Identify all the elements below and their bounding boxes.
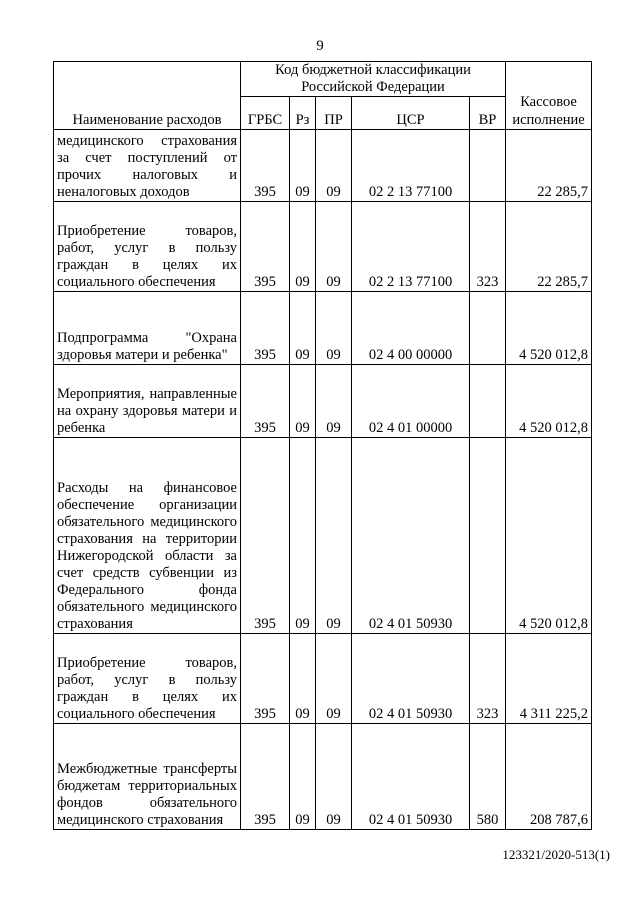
row-csr: 02 2 13 77100 xyxy=(352,130,470,202)
header-rz: Рз xyxy=(290,97,316,130)
row-rz: 09 xyxy=(290,130,316,202)
row-csr: 02 4 01 50930 xyxy=(352,438,470,634)
document-code: 123321/2020-513(1) xyxy=(502,847,610,862)
row-amount: 208 787,6 xyxy=(506,724,592,830)
row-rz: 09 xyxy=(290,202,316,292)
row-name: Межбюджетные трансферты бюджетам территориальных фондов обязательного медицинского страхования xyxy=(54,724,241,830)
row-pr: 09 xyxy=(316,292,352,365)
page-number: 9 xyxy=(316,38,324,54)
row-amount: 4 520 012,8 xyxy=(506,365,592,438)
row-rz: 09 xyxy=(290,292,316,365)
row-vr: 580 xyxy=(470,724,506,830)
table-row xyxy=(54,365,592,438)
header-pr: ПР xyxy=(316,97,352,130)
row-grbs: 395 xyxy=(241,724,290,830)
row-rz: 09 xyxy=(290,438,316,634)
row-amount: 22 285,7 xyxy=(506,202,592,292)
row-csr: 02 4 01 00000 xyxy=(352,365,470,438)
row-rz: 09 xyxy=(290,724,316,830)
row-name: медицинского страхования за счет поступлений от прочих налоговых и неналоговых доходов xyxy=(54,130,241,202)
header-code-group: Код бюджетной классификации Российской Федерации xyxy=(241,62,506,97)
table-row xyxy=(54,202,592,292)
row-name: Приобретение товаров, работ, услуг в пользу граждан в целях их социального обеспечения xyxy=(54,634,241,724)
row-grbs: 395 xyxy=(241,365,290,438)
header-grbs: ГРБС xyxy=(241,97,290,130)
row-vr: 323 xyxy=(470,202,506,292)
row-csr: 02 4 01 50930 xyxy=(352,634,470,724)
row-vr xyxy=(470,438,506,634)
row-grbs: 395 xyxy=(241,634,290,724)
row-amount: 22 285,7 xyxy=(506,130,592,202)
row-name: Расходы на финансовое обеспечение организации обязательного медицинского страхования на территории Нижегородской области за счет средств субвенции из Федерального фонда обязательного медицинского страхования xyxy=(54,438,241,634)
row-amount: 4 520 012,8 xyxy=(506,438,592,634)
row-csr: 02 2 13 77100 xyxy=(352,202,470,292)
row-rz: 09 xyxy=(290,365,316,438)
row-csr: 02 4 00 00000 xyxy=(352,292,470,365)
row-pr: 09 xyxy=(316,130,352,202)
budget-table xyxy=(53,61,592,830)
row-pr: 09 xyxy=(316,438,352,634)
row-name: Подпрограмма "Охрана здоровья матери и ребенка" xyxy=(54,292,241,365)
row-grbs: 395 xyxy=(241,130,290,202)
table-row xyxy=(54,130,592,202)
header-kassovoe: Кассовое исполнение xyxy=(506,62,592,130)
row-vr: 323 xyxy=(470,634,506,724)
table-row xyxy=(54,438,592,634)
table-row xyxy=(54,292,592,365)
row-pr: 09 xyxy=(316,202,352,292)
header-name: Наименование расходов xyxy=(54,62,241,130)
row-name: Приобретение товаров, работ, услуг в пользу граждан в целях их социального обеспечения xyxy=(54,202,241,292)
row-vr xyxy=(470,292,506,365)
row-pr: 09 xyxy=(316,634,352,724)
row-vr xyxy=(470,130,506,202)
table-row xyxy=(54,724,592,830)
table-row xyxy=(54,634,592,724)
row-grbs: 395 xyxy=(241,202,290,292)
header-vr: ВР xyxy=(470,97,506,130)
row-pr: 09 xyxy=(316,365,352,438)
row-grbs: 395 xyxy=(241,292,290,365)
header-csr: ЦСР xyxy=(352,97,470,130)
row-amount: 4 520 012,8 xyxy=(506,292,592,365)
row-amount: 4 311 225,2 xyxy=(506,634,592,724)
row-csr: 02 4 01 50930 xyxy=(352,724,470,830)
row-vr xyxy=(470,365,506,438)
row-grbs: 395 xyxy=(241,438,290,634)
row-rz: 09 xyxy=(290,634,316,724)
row-pr: 09 xyxy=(316,724,352,830)
row-name: Мероприятия, направленные на охрану здоровья матери и ребенка xyxy=(54,365,241,438)
